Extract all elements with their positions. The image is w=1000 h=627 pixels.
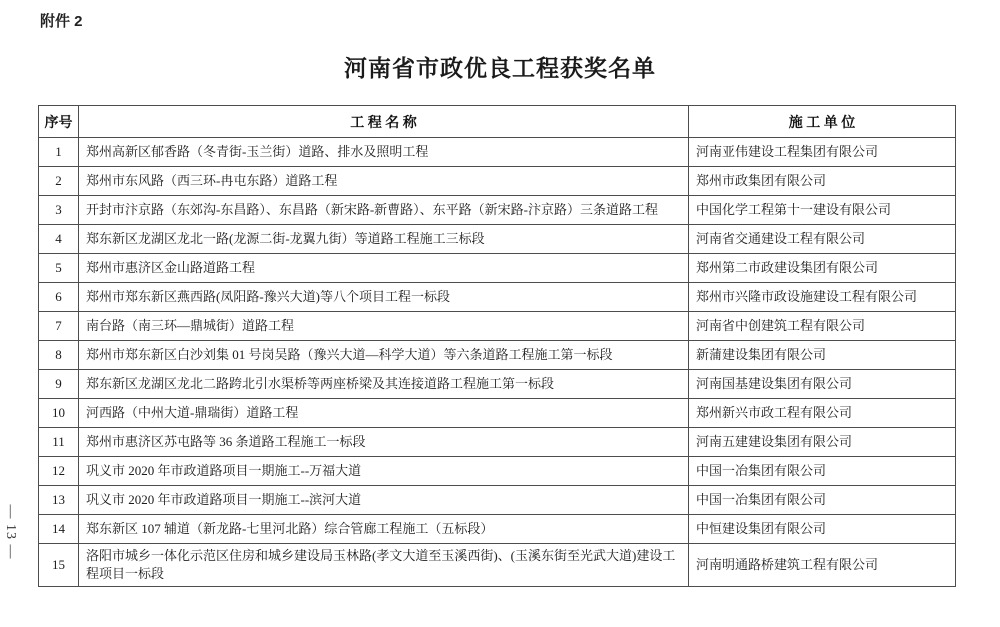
table-row bbox=[39, 486, 956, 515]
cell-contractor: 中恒建设集团有限公司 bbox=[689, 515, 956, 544]
table-row bbox=[39, 225, 956, 254]
cell-no: 11 bbox=[39, 428, 79, 457]
cell-project-name: 郑州高新区郁香路（冬青街-玉兰街）道路、排水及照明工程 bbox=[79, 138, 689, 167]
header-no: 序号 bbox=[39, 106, 79, 138]
cell-project-name: 开封市汴京路（东郊沟-东昌路）、东昌路（新宋路-新曹路）、东平路（新宋路-汴京路）三条道路工程 bbox=[79, 196, 689, 225]
cell-project-name: 郑州市惠济区金山路道路工程 bbox=[79, 254, 689, 283]
cell-contractor: 河南省中创建筑工程有限公司 bbox=[689, 312, 956, 341]
cell-contractor: 郑州市兴隆市政设施建设工程有限公司 bbox=[689, 283, 956, 312]
award-table bbox=[38, 105, 956, 587]
table-row bbox=[39, 138, 956, 167]
cell-no: 7 bbox=[39, 312, 79, 341]
cell-project-name: 郑州市惠济区苏屯路等 36 条道路工程施工一标段 bbox=[79, 428, 689, 457]
table-row bbox=[39, 399, 956, 428]
page-title: 河南省市政优良工程获奖名单 bbox=[344, 55, 656, 81]
cell-no: 1 bbox=[39, 138, 79, 167]
header-row bbox=[39, 106, 956, 138]
cell-contractor: 中国化学工程第十一建设有限公司 bbox=[689, 196, 956, 225]
cell-no: 14 bbox=[39, 515, 79, 544]
table-row bbox=[39, 457, 956, 486]
header-contractor: 施 工 单 位 bbox=[689, 106, 956, 138]
cell-project-name: 郑东新区龙湖区龙北一路(龙源二街-龙翼九街）等道路工程施工三标段 bbox=[79, 225, 689, 254]
cell-no: 6 bbox=[39, 283, 79, 312]
cell-project-name: 河西路（中州大道-鼎瑞街）道路工程 bbox=[79, 399, 689, 428]
page-number: — 13 — bbox=[3, 504, 18, 560]
attachment-label: 附件 2 bbox=[40, 13, 83, 30]
cell-project-name: 郑州市郑东新区白沙刘集 01 号岗吴路（豫兴大道—科学大道）等六条道路工程施工第一标段 bbox=[79, 341, 689, 370]
table-row bbox=[39, 312, 956, 341]
cell-contractor: 郑州市政集团有限公司 bbox=[689, 167, 956, 196]
table-row bbox=[39, 167, 956, 196]
table-row bbox=[39, 254, 956, 283]
cell-no: 10 bbox=[39, 399, 79, 428]
table-body bbox=[39, 138, 956, 587]
table-row bbox=[39, 544, 956, 587]
cell-contractor: 新蒲建设集团有限公司 bbox=[689, 341, 956, 370]
table-row bbox=[39, 515, 956, 544]
cell-no: 2 bbox=[39, 167, 79, 196]
cell-contractor: 中国一冶集团有限公司 bbox=[689, 486, 956, 515]
table-row bbox=[39, 196, 956, 225]
cell-project-name: 郑东新区龙湖区龙北二路跨北引水渠桥等两座桥梁及其连接道路工程施工第一标段 bbox=[79, 370, 689, 399]
cell-contractor: 郑州新兴市政工程有限公司 bbox=[689, 399, 956, 428]
table-row bbox=[39, 428, 956, 457]
table-row bbox=[39, 283, 956, 312]
table-header bbox=[39, 106, 956, 138]
cell-contractor: 河南省交通建设工程有限公司 bbox=[689, 225, 956, 254]
header-project-name: 工 程 名 称 bbox=[79, 106, 689, 138]
cell-contractor: 河南国基建设集团有限公司 bbox=[689, 370, 956, 399]
cell-no: 8 bbox=[39, 341, 79, 370]
cell-project-name: 南台路（南三环—鼎城街）道路工程 bbox=[79, 312, 689, 341]
cell-project-name: 巩义市 2020 年市政道路项目一期施工--万福大道 bbox=[79, 457, 689, 486]
cell-project-name: 巩义市 2020 年市政道路项目一期施工--滨河大道 bbox=[79, 486, 689, 515]
cell-contractor: 河南明通路桥建筑工程有限公司 bbox=[689, 544, 956, 587]
cell-contractor: 郑州第二市政建设集团有限公司 bbox=[689, 254, 956, 283]
cell-contractor: 中国一冶集团有限公司 bbox=[689, 457, 956, 486]
table-row bbox=[39, 370, 956, 399]
cell-project-name: 郑州市郑东新区燕西路(凤阳路-豫兴大道)等八个项目工程一标段 bbox=[79, 283, 689, 312]
cell-project-name: 洛阳市城乡一体化示范区住房和城乡建设局玉林路(孝文大道至玉溪西街)、(玉溪东街至光武大道)建设工程项目一标段 bbox=[79, 544, 689, 587]
cell-project-name: 郑东新区 107 辅道（新龙路-七里河北路）综合管廊工程施工（五标段） bbox=[79, 515, 689, 544]
cell-no: 5 bbox=[39, 254, 79, 283]
cell-no: 3 bbox=[39, 196, 79, 225]
cell-no: 15 bbox=[39, 544, 79, 587]
cell-no: 4 bbox=[39, 225, 79, 254]
cell-project-name: 郑州市东风路（西三环-冉屯东路）道路工程 bbox=[79, 167, 689, 196]
cell-no: 13 bbox=[39, 486, 79, 515]
cell-no: 9 bbox=[39, 370, 79, 399]
cell-contractor: 河南五建建设集团有限公司 bbox=[689, 428, 956, 457]
table-row bbox=[39, 341, 956, 370]
cell-no: 12 bbox=[39, 457, 79, 486]
cell-contractor: 河南亚伟建设工程集团有限公司 bbox=[689, 138, 956, 167]
